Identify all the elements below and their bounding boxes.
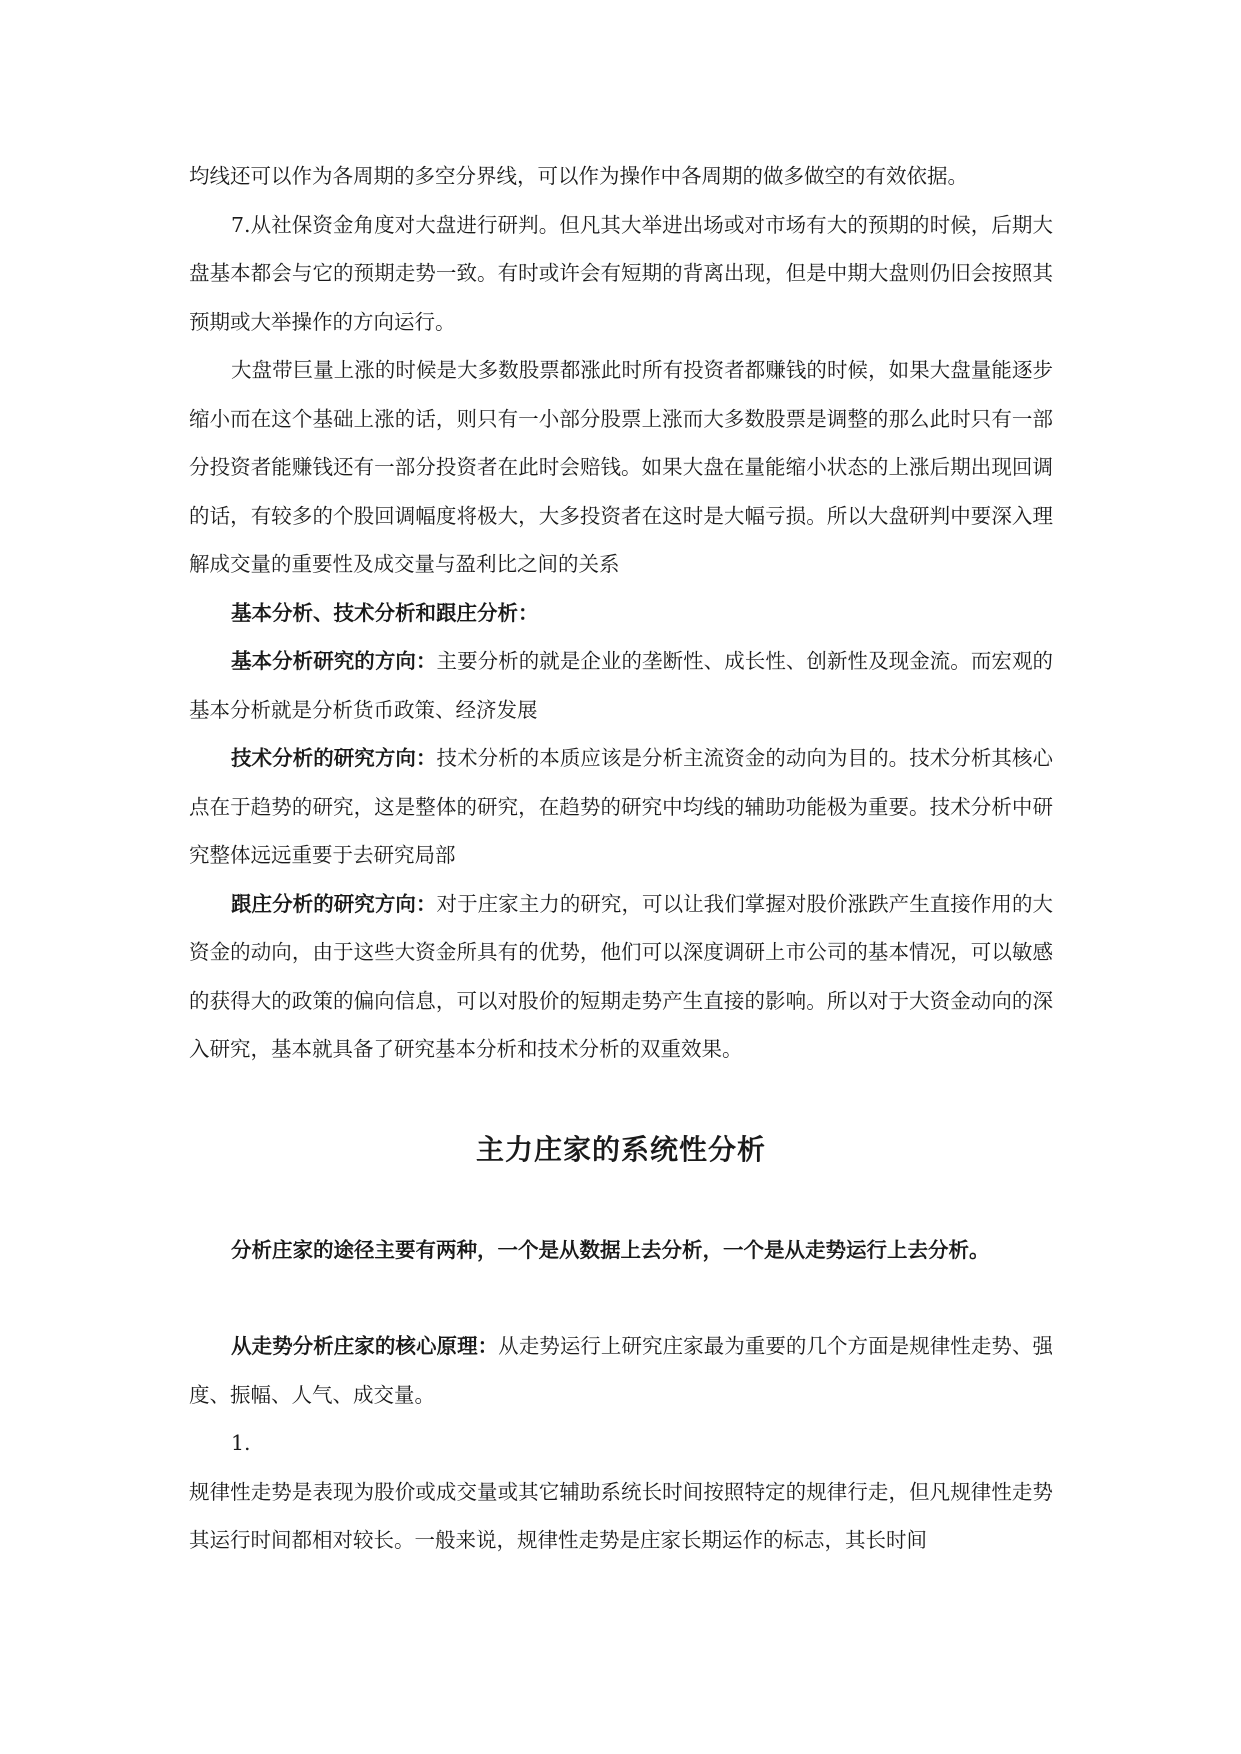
label-dealer-analysis: 跟庄分析的研究方向：	[231, 891, 437, 916]
text-technical-analysis: 技术分析的本质应该是分析主流资金的动向为目的。技术分析其核心点在于趋势的研究，这是整体的研究，在趋势的研究中均线的辅助功能极为重要。技术分析中研究整体远远重要于去研究局部	[189, 746, 1054, 867]
paragraph-fundamental-analysis	[189, 637, 1053, 734]
document-body	[189, 152, 1053, 1565]
section-title: 主力庄家的系统性分析	[475, 1132, 766, 1166]
paragraph-core-principle	[189, 1322, 1053, 1419]
text-dealer-analysis: 对于庄家主力的研究，可以让我们掌握对股价涨跌产生直接作用的大资金的动向，由于这些大资金所具有的优势，他们可以深度调研上市公司的基本情况，可以敏感的获得大的政策的偏向信息，可以对股价的短期走势产生直接的影响。所以对于大资金动向的深入研究，基本就具备了研究基本分析和技术分析的双重效果。	[189, 891, 1054, 1061]
paragraph-volume-analysis: 大盘带巨量上涨的时候是大多数股票都涨此时所有投资者都赚钱的时候，如果大盘量能逐步缩小而在这个基础上涨的话，则只有一小部分股票上涨而大多数股票是调整的那么此时只有一部分投资者能赚钱还有一部分投资者在此时会赔钱。如果大盘在量能缩小状态的上涨后期出现回调的话，有较多的个股回调幅度将极大，大多投资者在这时是大幅亏损。所以大盘研判中要深入理解成交量的重要性及成交量与盈利比之间的关系	[189, 358, 1053, 576]
section-intro: 分析庄家的途径主要有两种，一个是从数据上去分析，一个是从走势运行上去分析。	[231, 1237, 990, 1262]
label-fundamental-analysis: 基本分析研究的方向：	[231, 649, 437, 673]
label-core-principle: 从走势分析庄家的核心原理：	[231, 1334, 499, 1358]
paragraph-social-security-funds: 7.从社保资金角度对大盘进行研判。但凡其大举进出场或对市场有大的预期的时候，后期大盘基本都会与它的预期走势一致。有时或许会有短期的背离出现，但是中期大盘则仍旧会按照其预期或大举操作的方向运行。	[189, 212, 1053, 334]
list-item-number-1: 1.	[231, 1431, 251, 1455]
paragraph-dealer-analysis	[189, 880, 1053, 1074]
text-core-principle: 从走势运行上研究庄家最为重要的几个方面是规律性走势、强度、振幅、人气、成交量。	[189, 1334, 1054, 1407]
heading-analysis-types: 基本分析、技术分析和跟庄分析：	[231, 600, 539, 625]
paragraph-regular-trend: 规律性走势是表现为股价或成交量或其它辅助系统长时间按照特定的规律行走，但凡规律性走势其运行时间都相对较长。一般来说，规律性走势是庄家长期运作的标志，其长时间	[189, 1479, 1053, 1552]
label-technical-analysis: 技术分析的研究方向：	[231, 746, 437, 770]
paragraph-moving-average: 均线还可以作为各周期的多空分界线，可以作为操作中各周期的做多做空的有效依据。	[189, 164, 968, 188]
paragraph-technical-analysis	[189, 734, 1053, 880]
text-fundamental-analysis: 主要分析的就是企业的垄断性、成长性、创新性及现金流。而宏观的基本分析就是分析货币政策、经济发展	[189, 649, 1054, 722]
